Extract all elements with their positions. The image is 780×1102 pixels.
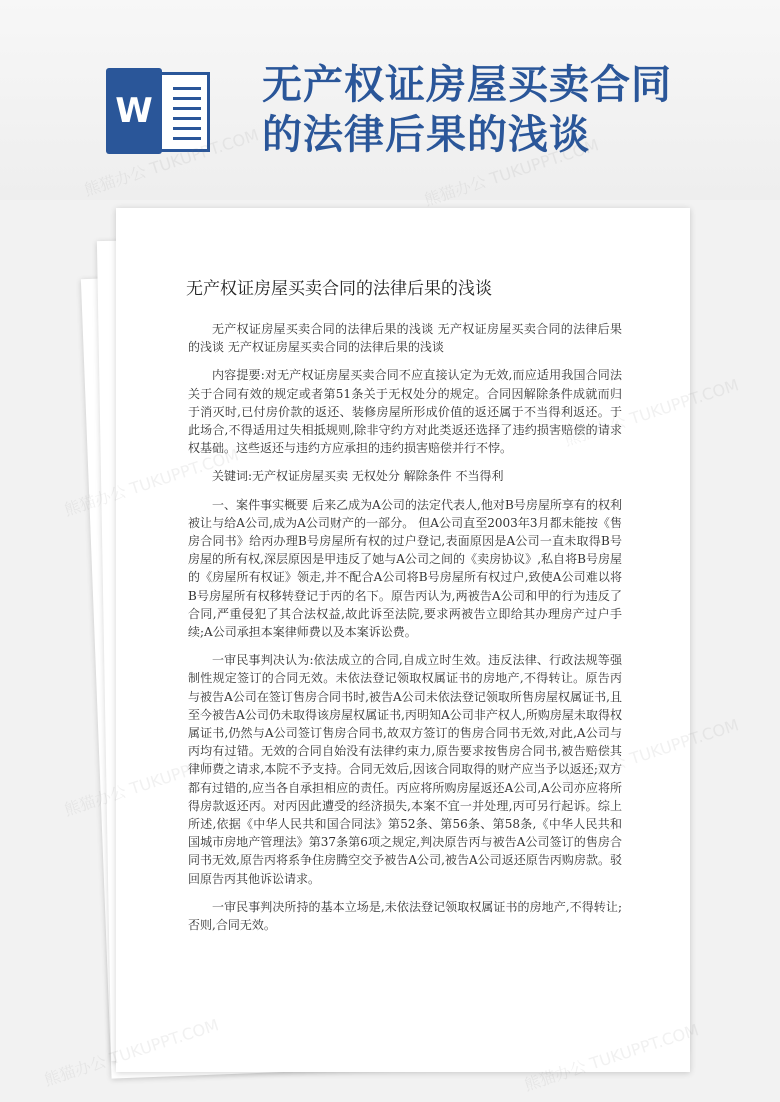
paragraph-judgment-stance: 一审民事判决所持的基本立场是,未依法登记领取权属证书的房地产,不得转让;否则,合同无效。 <box>188 899 622 933</box>
page-title <box>262 60 742 160</box>
paragraph-abstract: 内容提要:对无产权证房屋买卖合同不应直接认定为无效,而应适用我国合同法关于合同有效的规定或者第51条关于无权处分的规定。合同因解除条件成就而归于消灭时,已付房价款的返还、装修房屋所形成价值的返还属于不当得利返还。于此场合,不得适用过失相抵规则,除非守约方对此类返还选择了违约损害赔偿的请求权基础。这些返还与违约方应承担的违约损害赔偿并行不悖。 <box>188 368 622 456</box>
paragraph-first-judgment: 一审民事判决认为:依法成立的合同,自成立时生效。违反法律、行政法规等强制性规定签订的合同无效。未依法登记领取权属证书的房地产,不得转让。原告丙与被告A公司在签订售房合同书时,被告A公司未依法登记领取所售房屋权属证书,且至今被告A公司仍未取得该房屋权属证书,丙明知A公司非产权人,所购房屋未取得权属证书,仍然与A公司签订售房合同书,故双方签订的售房合同书无效,对此,A公司与丙均有过错。无效的合同自始没有法律约束力,原告要求按售房合同书,被告赔偿其律师费之请求,本院不予支持。合同无效后,因该合同取得的财产应当予以返还;双方都有过错的,应当各自承担相应的责任。丙应将所购房屋返还A公司,A公司亦应将所得房款返还丙。对丙因此遭受的经济损失,本案不宜一并处理,丙可另行起诉。综上所述,依据《中华人民共和国合同法》第52条、第56条、第58条,《中华人民共和国城市房地产管理法》第37条第6项之规定,判决原告丙与被告A公司签订的售房合同书无效,原告丙将系争住房腾空交予被告A公司,被告A公司返还原告丙购房款。驳回原告丙其他诉讼请求。 <box>188 653 622 886</box>
paragraph-title-repeat: 无产权证房屋买卖合同的法律后果的浅谈 无产权证房屋买卖合同的法律后果的浅谈 无产权证房屋买卖合同的法律后果的浅谈 <box>188 322 622 355</box>
paragraph-case-facts: 一、案件事实概要 后来乙成为A公司的法定代表人,他对B号房屋所享有的权利被让与给A公司,成为A公司财产的一部分。 但A公司直至2003年3月都未能按《售房合同书》给丙办理B号房屋所有权的过户登记,表面原因是A公司一直未取得B号房屋的所有权,深层原因是甲违反了她与A公司之间的《卖房协议》,私自将B号房屋的《房屋所有权证》领走,并不配合A公司将B号房屋所有权过户,致使A公司难以将B号房屋所有权移转登记于丙的名下。原告丙认为,两被告A公司和甲的行为违反了合同,严重侵犯了其合法权益,故此诉至法院,要求两被告立即给其办理房产过户手续;A公司承担本案律师费以及本案诉讼费。 <box>188 497 622 640</box>
document-page <box>116 208 690 1072</box>
watermark: 熊猫办公 <box>41 1051 109 1090</box>
word-icon <box>106 68 212 154</box>
watermark: 熊猫办公 <box>61 781 129 820</box>
watermark: 熊猫办公 <box>521 1056 589 1095</box>
document-body <box>188 320 622 944</box>
page-title-line-1: 无产权证房屋买卖合同 <box>262 61 672 108</box>
page-title-line-2: 的法律后果的浅谈 <box>262 111 590 158</box>
document-title: 无产权证房屋买卖合同的法律后果的浅谈 <box>186 279 492 299</box>
word-letter-badge: W <box>106 68 162 154</box>
paragraph-keywords: 关键词:无产权证房屋买卖 无权处分 解除条件 不当得利 <box>212 469 504 484</box>
